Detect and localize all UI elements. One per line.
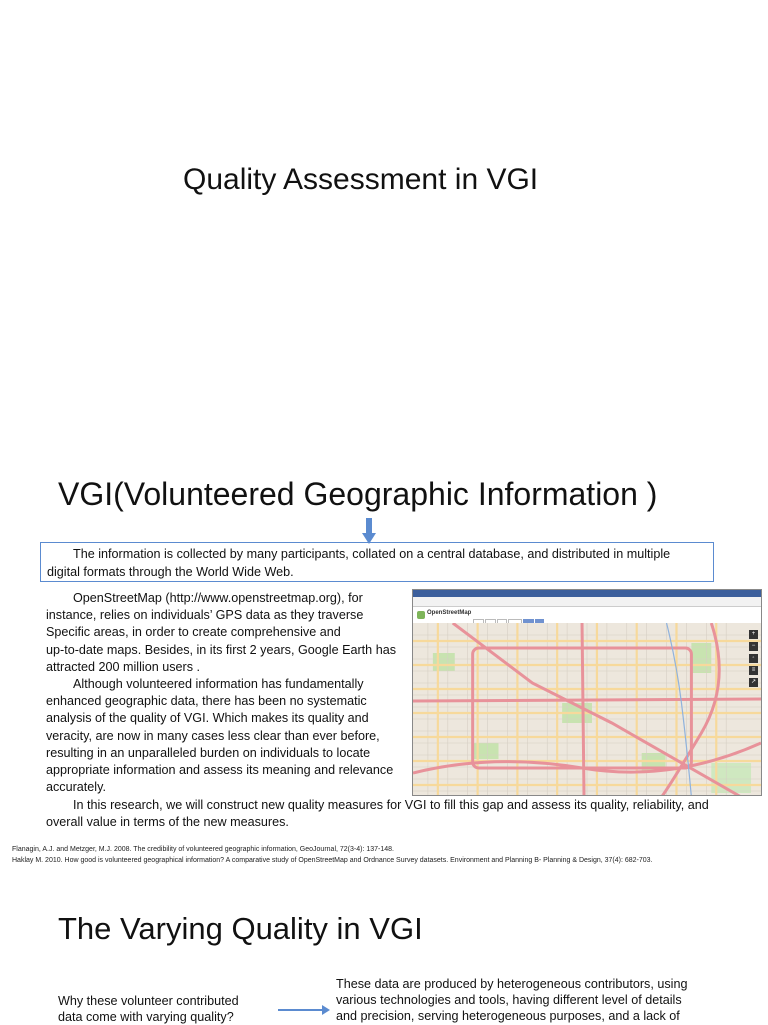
para2-line: veracity, are now in many cases less clear than ever before, — [46, 728, 380, 743]
para2-line: accurately. — [46, 780, 106, 795]
zoom-out-icon: − — [749, 642, 758, 651]
layers-icon: ≡ — [749, 666, 758, 675]
reference-item: Flanagin, A.J. and Metzger, M.J. 2008. The credibility of volunteered geographic information, GeoJournal, 72(3-4): 137-148. — [12, 846, 394, 853]
para1-line: up-to-date maps. Besides, in its first 2 years, Google Earth has — [46, 642, 396, 657]
question-line: Why these volunteer contributed — [58, 994, 239, 1008]
browser-titlebar — [413, 590, 761, 597]
osm-buttons — [473, 612, 545, 619]
down-arrow-icon — [362, 518, 376, 544]
slide-title-varying-quality: The Varying Quality in VGI — [58, 911, 423, 946]
right-arrow-icon — [278, 1004, 330, 1016]
para2-line: enhanced geographic data, there has been no systematic — [46, 694, 367, 709]
para3-line: overall value in terms of the new measures. — [46, 815, 289, 830]
references — [12, 844, 653, 866]
osm-logo-icon — [417, 611, 425, 619]
reference-item: Haklay M. 2010. How good is volunteered geographical information? A comparative study of OpenStreetMap and Ordnance Survey datasets. Environment and Planning B- Planning & Design, 37(4): 682-703. — [12, 857, 653, 864]
answer-line: These data are produced by heterogeneous contributors, using — [336, 977, 688, 991]
para2-line: analysis of the quality of VGI. Which makes its quality and — [46, 711, 369, 726]
para2-line: Although volunteered information has fundamentally — [73, 677, 364, 692]
map-controls — [749, 630, 758, 690]
answer-text — [336, 976, 726, 1024]
para1-line: attracted 200 million users . — [46, 659, 200, 674]
para1-line: OpenStreetMap (http://www.openstreetmap.org), for — [73, 591, 363, 605]
para1-line: instance, relies on individuals’ GPS data as they traverse — [46, 608, 364, 623]
definition-box — [40, 542, 714, 582]
locate-icon: ◦ — [749, 654, 758, 663]
map-view — [413, 623, 761, 796]
question-line: data come with varying quality? — [58, 1010, 234, 1024]
definition-line: The information is collected by many participants, collated on a central database, and distributed in multiple — [73, 547, 671, 561]
question-text — [58, 993, 268, 1025]
osm-toolbar — [413, 607, 761, 624]
para1-line: Specific areas, in order to create comprehensive and — [46, 625, 341, 640]
browser-address-bar — [413, 597, 761, 607]
answer-line: various technologies and tools, having different level of details — [336, 993, 682, 1007]
answer-line: and precision, serving heterogeneous purposes, and a lack of — [336, 1009, 680, 1023]
definition-line: digital formats through the World Wide Web. — [47, 565, 294, 579]
slide-title-quality-assessment: Quality Assessment in VGI — [183, 163, 539, 196]
openstreetmap-screenshot — [412, 589, 762, 796]
share-icon: ↗ — [750, 679, 757, 685]
para2-line: resulting in an unparalleled burden on individuals to locate — [46, 745, 371, 760]
research-paragraph — [46, 797, 746, 831]
para2-line: appropriate information and assess its meaning and relevance — [46, 763, 394, 778]
body-paragraphs — [46, 590, 412, 796]
para3-line: In this research, we will construct new quality measures for VGI to fill this gap and assess its quality, reliability, and — [73, 798, 709, 812]
slide-title-vgi: VGI(Volunteered Geographic Information ) — [58, 476, 658, 512]
osm-brand: OpenStreetMap — [427, 610, 472, 616]
zoom-in-icon: + — [749, 630, 758, 639]
